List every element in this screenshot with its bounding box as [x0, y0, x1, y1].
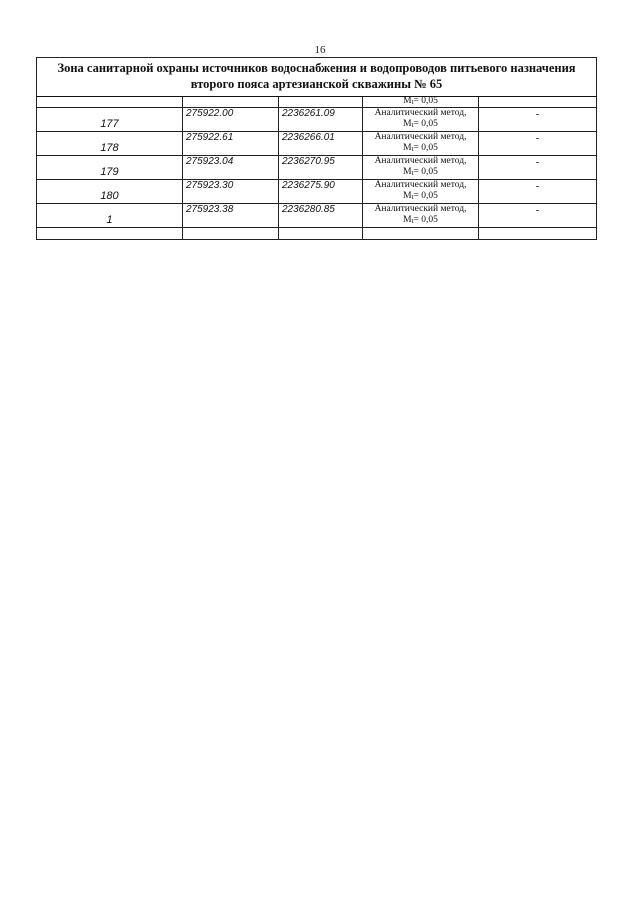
coord-y: 2236266.01	[279, 132, 363, 156]
coord-y: 2236261.09	[279, 108, 363, 132]
method-label: Аналитический метод,	[374, 132, 467, 142]
table-row	[37, 156, 597, 180]
accuracy-method	[363, 204, 479, 228]
table-title	[37, 58, 597, 97]
page-number: 16	[314, 44, 326, 56]
note: -	[479, 132, 597, 156]
table-title-line2: второго пояса артезианской скважины № 65	[190, 77, 443, 91]
table-row	[37, 132, 597, 156]
coord-x: 275922.61	[183, 132, 279, 156]
coord-y: 2236270.95	[279, 156, 363, 180]
coord-y: 2236275.90	[279, 180, 363, 204]
table-body	[37, 108, 597, 228]
accuracy-method	[363, 108, 479, 132]
method-accuracy: Mt= 0,05	[403, 143, 438, 153]
method-label: Аналитический метод,	[374, 156, 467, 166]
empty-row	[37, 228, 597, 240]
table-row	[37, 108, 597, 132]
accuracy-method	[363, 156, 479, 180]
method-accuracy: Mt= 0,05	[403, 215, 438, 225]
method-accuracy: Mt= 0,05	[403, 167, 438, 177]
coord-y: 2236280.85	[279, 204, 363, 228]
note: -	[479, 156, 597, 180]
accuracy-method	[363, 180, 479, 204]
method-label: Аналитический метод,	[374, 204, 467, 214]
note: -	[479, 204, 597, 228]
coord-x: 275923.30	[183, 180, 279, 204]
method-accuracy: Mt= 0,05	[403, 119, 438, 129]
table-row	[37, 180, 597, 204]
point-number: 1	[37, 204, 183, 228]
point-number: 179	[37, 156, 183, 180]
note: -	[479, 108, 597, 132]
table-title-line1: Зона санитарной охраны источников водоснабжения и водопроводов питьевого назначения	[57, 61, 576, 75]
method-accuracy: Mt= 0,05	[403, 191, 438, 201]
method-label: Аналитический метод,	[374, 180, 467, 190]
coord-x: 275923.38	[183, 204, 279, 228]
point-number: 180	[37, 180, 183, 204]
carryover-accuracy: Mt= 0,05	[363, 97, 479, 108]
method-label: Аналитический метод,	[374, 108, 467, 118]
boundary-coordinates-table	[36, 57, 597, 240]
accuracy-method	[363, 132, 479, 156]
point-number: 177	[37, 108, 183, 132]
table-row	[37, 204, 597, 228]
table-title-row	[37, 58, 597, 97]
carryover-row	[37, 97, 597, 108]
point-number: 178	[37, 132, 183, 156]
note: -	[479, 180, 597, 204]
coord-x: 275922.00	[183, 108, 279, 132]
coord-x: 275923.04	[183, 156, 279, 180]
